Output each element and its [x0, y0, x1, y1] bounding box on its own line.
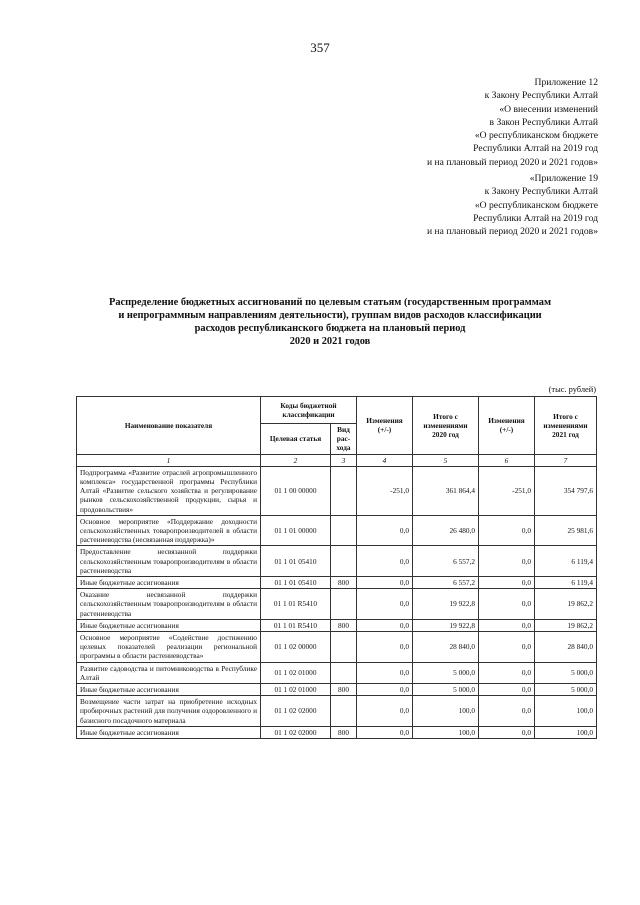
row-name: Основное мероприятие «Содействие достижению целевых показателей реализации региональной программы в области растениеводства» [77, 632, 261, 663]
row-expense-type [331, 466, 357, 515]
title-line: Распределение бюджетных ассигнований по целевым статьям (государственным программам [108, 297, 552, 308]
appendix-line: к Закону Республики Алтай [484, 186, 598, 198]
table-row [77, 466, 597, 515]
row-name: Подпрограмма «Развитие отраслей агропромышленного комплекса» государственной программы Республики Алтай «Развитие сельского хозяйства и регулирование рынков сельскохозяйственной продукции, сырья и продовольствия» [77, 466, 261, 515]
row-total-2021: 6 119,4 [535, 577, 597, 589]
row-name: Иные бюджетные ассигнования [77, 684, 261, 696]
row-total-2021: 19 862,2 [535, 589, 597, 620]
row-change-2021: 0,0 [479, 589, 535, 620]
page-number: 357 [310, 40, 330, 55]
row-expense-type [331, 546, 357, 577]
header-target: Целевая статья [261, 424, 331, 455]
appendix-reference-12 [427, 76, 598, 169]
header-total-2020: Итого с изменениями 2020 год [413, 397, 479, 455]
table-row [77, 726, 597, 738]
column-number: 7 [535, 454, 597, 466]
row-total-2020: 19 922,8 [413, 589, 479, 620]
appendix-line: «Приложение 19 [529, 173, 598, 184]
row-target-code: 01 1 02 00000 [261, 632, 331, 663]
row-target-code: 01 1 00 00000 [261, 466, 331, 515]
row-change-2020: 0,0 [357, 546, 413, 577]
document-title [70, 296, 590, 348]
appendix-line: «О внесении изменений [499, 103, 598, 115]
row-total-2020: 100,0 [413, 726, 479, 738]
row-expense-type: 800 [331, 684, 357, 696]
row-change-2021: 0,0 [479, 696, 535, 727]
header-name: Наименование показателя [77, 397, 261, 455]
table-row [77, 577, 597, 589]
title-line: расходов республиканского бюджета на плановый период [194, 323, 466, 334]
row-expense-type: 800 [331, 619, 357, 631]
header-row [77, 397, 597, 424]
row-expense-type [331, 662, 357, 683]
column-number-row [77, 454, 597, 466]
row-total-2020: 6 557,2 [413, 577, 479, 589]
table-row [77, 546, 597, 577]
row-target-code: 01 1 02 02000 [261, 726, 331, 738]
header-total-2021: Итого с изменениями 2021 год [535, 397, 597, 455]
row-target-code: 01 1 01 00000 [261, 515, 331, 546]
table-row [77, 684, 597, 696]
column-number: 2 [261, 454, 331, 466]
row-total-2020: 26 480,0 [413, 515, 479, 546]
row-name: Иные бюджетные ассигнования [77, 577, 261, 589]
table-row [77, 696, 597, 727]
row-name: Предоставление несвязанной поддержки сельскохозяйственным товаропроизводителям в области растениеводства [77, 546, 261, 577]
row-total-2020: 100,0 [413, 696, 479, 727]
row-total-2021: 6 119,4 [535, 546, 597, 577]
row-total-2020: 28 840,0 [413, 632, 479, 663]
row-change-2020: 0,0 [357, 632, 413, 663]
row-name: Оказание несвязанной поддержки сельскохозяйственным товаропроизводителям в области растениеводства [77, 589, 261, 620]
appendix-line: Республики Алтай на 2019 год [473, 143, 598, 155]
row-total-2020: 6 557,2 [413, 546, 479, 577]
header-change-2020: Изменения (+/-) [357, 397, 413, 455]
row-target-code: 01 1 02 01000 [261, 684, 331, 696]
row-total-2021: 354 797,6 [535, 466, 597, 515]
row-expense-type [331, 696, 357, 727]
row-change-2020: 0,0 [357, 726, 413, 738]
header-change-2021: Изменения (+/-) [479, 397, 535, 455]
column-number: 3 [331, 454, 357, 466]
table-row [77, 632, 597, 663]
row-total-2020: 19 922,8 [413, 619, 479, 631]
row-total-2021: 100,0 [535, 726, 597, 738]
row-total-2020: 361 864,4 [413, 466, 479, 515]
appendix-reference-19 [427, 172, 598, 238]
column-number: 1 [77, 454, 261, 466]
row-name: Иные бюджетные ассигнования [77, 726, 261, 738]
appendix-line: Республики Алтай на 2019 год [473, 212, 598, 224]
header-codes: Коды бюджетной классификации [261, 397, 357, 424]
row-change-2020: 0,0 [357, 684, 413, 696]
row-change-2021: -251,0 [479, 466, 535, 515]
row-target-code: 01 1 01 05410 [261, 546, 331, 577]
column-number: 6 [479, 454, 535, 466]
row-change-2020: 0,0 [357, 577, 413, 589]
row-change-2020: 0,0 [357, 515, 413, 546]
row-change-2020: 0,0 [357, 662, 413, 683]
row-name: Возмещение части затрат на приобретение исходных пробирочных растений для получения оздоровленного и базисного посадочного материала [77, 696, 261, 727]
budget-table [76, 396, 597, 739]
row-total-2020: 5 000,0 [413, 662, 479, 683]
table-body [77, 466, 597, 738]
row-total-2021: 28 840,0 [535, 632, 597, 663]
row-change-2021: 0,0 [479, 684, 535, 696]
row-expense-type: 800 [331, 577, 357, 589]
column-number: 4 [357, 454, 413, 466]
row-expense-type [331, 589, 357, 620]
row-name: Иные бюджетные ассигнования [77, 619, 261, 631]
appendix-line: и на плановый период 2020 и 2021 годов» [427, 226, 598, 238]
row-change-2021: 0,0 [479, 726, 535, 738]
row-name: Основное мероприятие «Поддержание доходности сельскохозяйственных товаропроизводителей в области растениеводства (несвязанная поддержка)» [77, 515, 261, 546]
table-row [77, 662, 597, 683]
appendix-line: Приложение 12 [534, 77, 598, 88]
row-target-code: 01 1 01 R5410 [261, 589, 331, 620]
row-total-2021: 5 000,0 [535, 662, 597, 683]
header-type: Вид рас-хода [331, 424, 357, 455]
table-row [77, 515, 597, 546]
row-change-2021: 0,0 [479, 515, 535, 546]
row-total-2021: 100,0 [535, 696, 597, 727]
row-total-2021: 5 000,0 [535, 684, 597, 696]
row-change-2020: -251,0 [357, 466, 413, 515]
row-target-code: 01 1 01 R5410 [261, 619, 331, 631]
row-total-2020: 5 000,0 [413, 684, 479, 696]
title-line: 2020 и 2021 годов [289, 336, 371, 347]
column-number: 5 [413, 454, 479, 466]
row-expense-type: 800 [331, 726, 357, 738]
table-row [77, 619, 597, 631]
appendix-line: и на плановый период 2020 и 2021 годов» [427, 156, 598, 168]
row-name: Развитие садоводства и питомниководства в Республике Алтай [77, 662, 261, 683]
row-change-2021: 0,0 [479, 662, 535, 683]
row-expense-type [331, 632, 357, 663]
title-line: и непрограммным направлениям деятельности), группам видов расходов классификации [118, 310, 542, 321]
row-target-code: 01 1 02 02000 [261, 696, 331, 727]
row-change-2020: 0,0 [357, 589, 413, 620]
row-target-code: 01 1 02 01000 [261, 662, 331, 683]
row-change-2021: 0,0 [479, 632, 535, 663]
table-row [77, 589, 597, 620]
row-expense-type [331, 515, 357, 546]
appendix-line: «О республиканском бюджете [474, 130, 598, 142]
appendix-line: в Закон Республики Алтай [489, 116, 598, 128]
row-total-2021: 19 862,2 [535, 619, 597, 631]
row-change-2021: 0,0 [479, 546, 535, 577]
row-total-2021: 25 981,6 [535, 515, 597, 546]
row-change-2020: 0,0 [357, 619, 413, 631]
units-label: (тыс. рублей) [548, 385, 596, 394]
row-change-2021: 0,0 [479, 577, 535, 589]
row-target-code: 01 1 01 05410 [261, 577, 331, 589]
row-change-2020: 0,0 [357, 696, 413, 727]
appendix-line: к Закону Республики Алтай [484, 90, 598, 102]
row-change-2021: 0,0 [479, 619, 535, 631]
appendix-line: «О республиканском бюджете [474, 199, 598, 211]
